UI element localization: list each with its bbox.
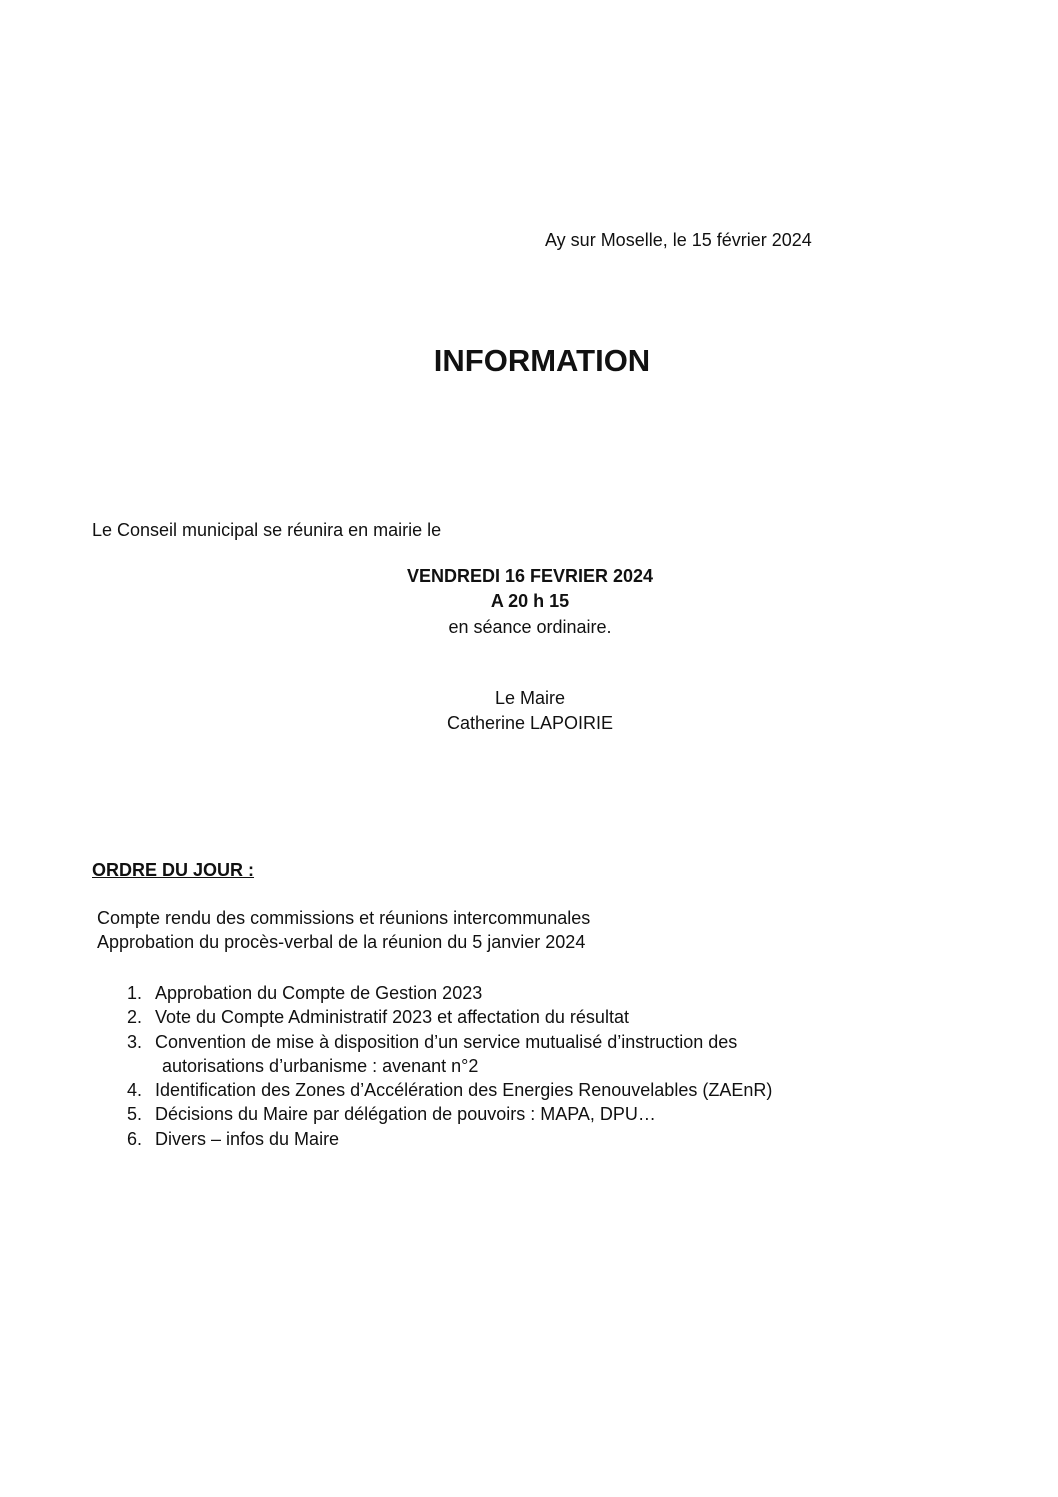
signer-name: Catherine LAPOIRIE [446,713,614,733]
meeting-type: en séance ordinaire. [448,617,612,637]
agenda-item [127,1127,772,1151]
agenda-heading: ORDRE DU JOUR : [92,860,255,880]
agenda-item-continuation [127,1054,772,1078]
agenda-item-text: Approbation du Compte de Gestion 2023 [155,983,483,1003]
agenda-item-text: autorisations d’urbanisme : avenant n°2 [162,1055,479,1076]
agenda-item [127,1005,772,1029]
agenda-item-text: Divers – infos du Maire [155,1128,340,1149]
agenda-item-text: Identification des Zones d’Accélération des Energies Renouvelables (ZAEnR) [155,1080,773,1101]
place-date: Ay sur Moselle, le 15 février 2024 [545,230,812,250]
agenda-item [127,1078,772,1102]
agenda-item-number: 5. [127,1104,143,1125]
agenda-item-number: 1. [127,983,143,1003]
agenda-preliminary-item: Approbation du procès-verbal de la réunion du 5 janvier 2024 [97,932,586,952]
agenda-item [127,1102,772,1126]
agenda-item-number: 4. [127,1080,143,1101]
meeting-date: VENDREDI 16 FEVRIER 2024 [406,566,654,586]
agenda-preliminary-item: Compte rendu des commissions et réunions intercommunales [97,908,591,928]
page-title: INFORMATION [433,343,651,378]
meeting-time: A 20 h 15 [490,591,570,611]
agenda-item-number: 6. [127,1128,143,1149]
signer-role: Le Maire [494,688,566,708]
agenda-item-text: Décisions du Maire par délégation de pouvoirs : MAPA, DPU… [155,1104,656,1125]
intro-text: Le Conseil municipal se réunira en mairie le [92,520,442,540]
agenda-item [127,981,772,1005]
agenda-item-number: 3. [127,1031,143,1052]
agenda-item [127,1030,772,1054]
agenda-item-text: Vote du Compte Administratif 2023 et affectation du résultat [155,1007,629,1028]
agenda-item-number: 2. [127,1007,143,1028]
agenda-item-text: Convention de mise à disposition d’un service mutualisé d’instruction des [155,1031,738,1052]
agenda-list [127,981,772,1151]
